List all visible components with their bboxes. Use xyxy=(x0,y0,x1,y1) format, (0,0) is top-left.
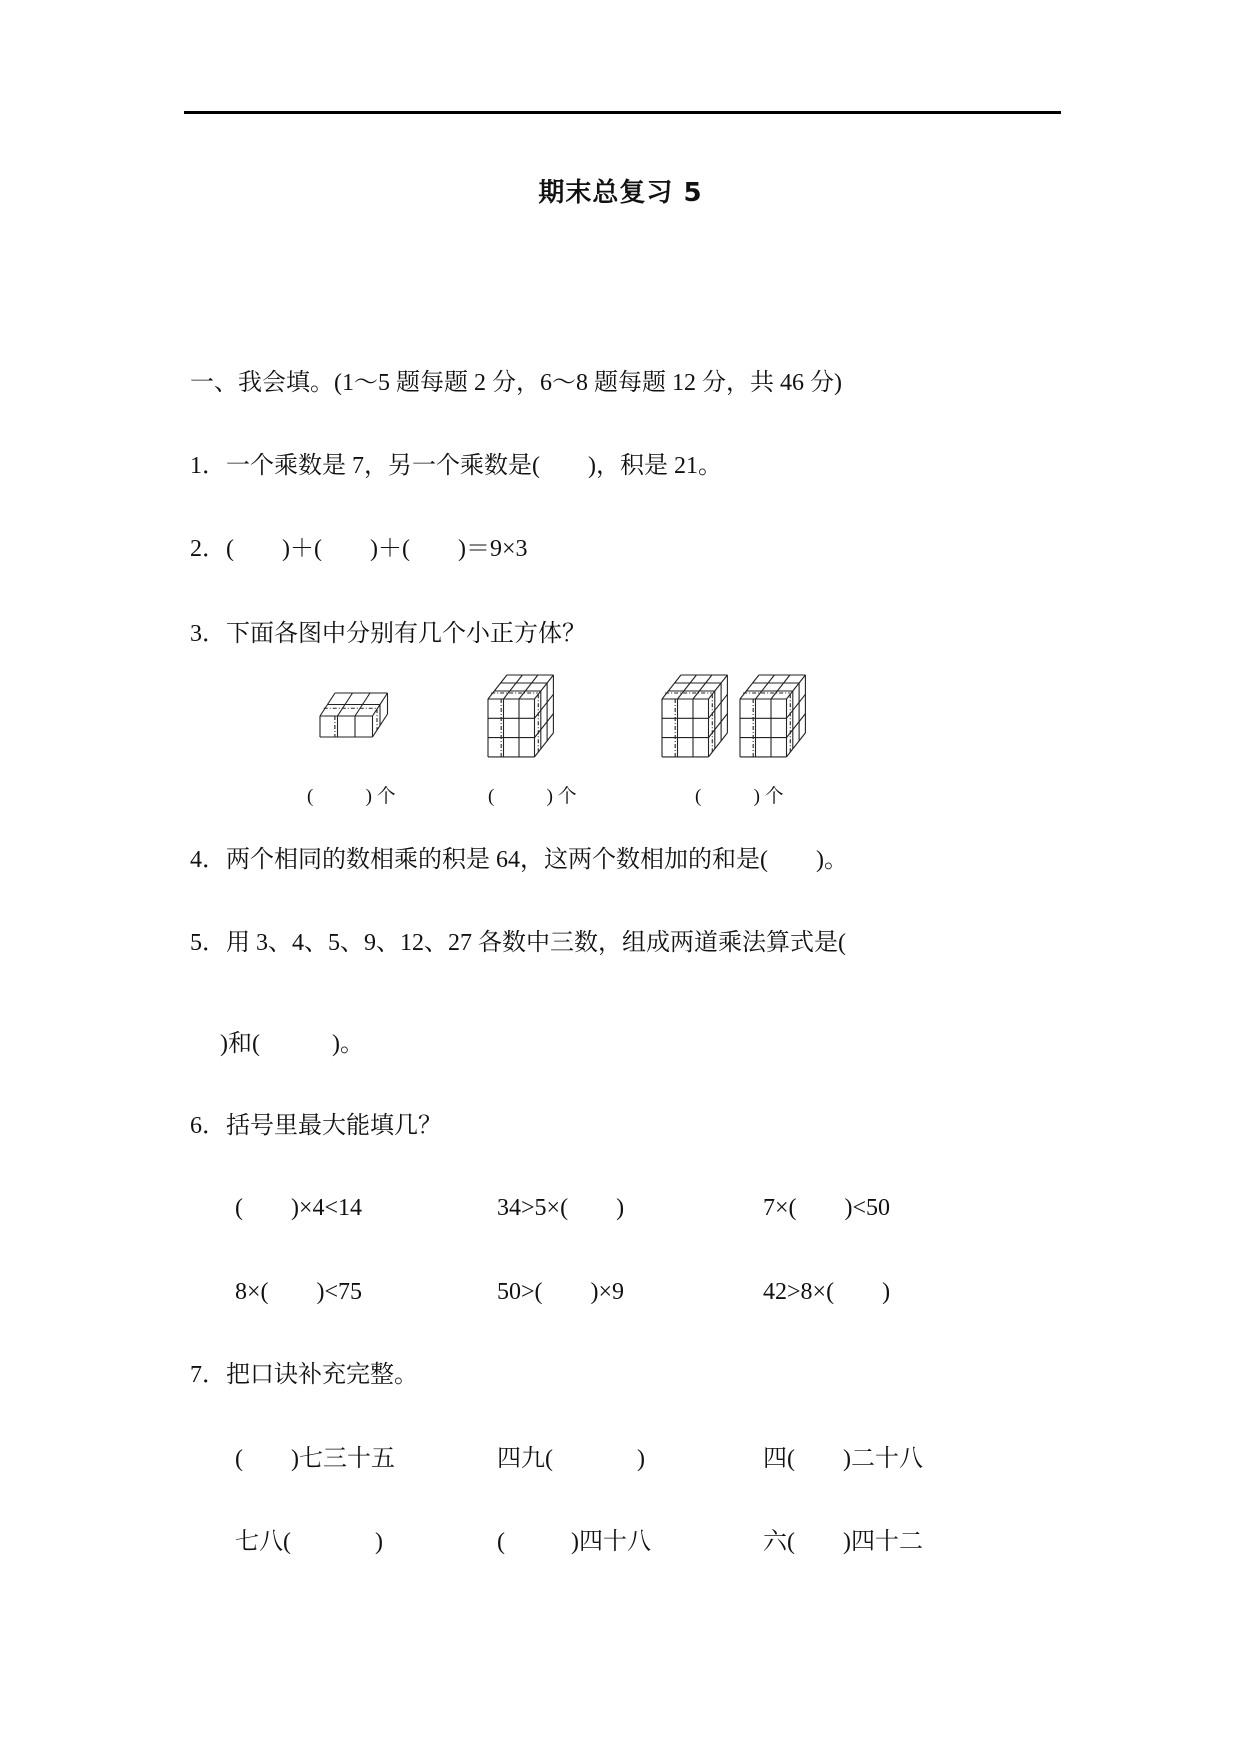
figure-2-answer: ( ) 个 xyxy=(488,786,577,807)
cube-edge xyxy=(787,714,806,738)
cube-edge xyxy=(740,675,759,699)
q7-item: 四九( ) xyxy=(497,1446,645,1472)
q7-item: ( )四十八 xyxy=(497,1529,651,1555)
question-1: 1．一个乘数是 7，另一个乘数是( )，积是 21。 xyxy=(190,453,722,479)
cube-edge xyxy=(756,675,775,699)
q6-item: ( )×4<14 xyxy=(235,1195,363,1221)
question-5-line1: 5．用 3、4、5、9、12、27 各数中三数，组成两道乘法算式是( xyxy=(190,930,846,956)
cube-edge xyxy=(709,714,728,738)
q6-item: 7×( )<50 xyxy=(763,1195,891,1221)
cube-edge xyxy=(504,675,523,699)
cube-edge xyxy=(678,675,697,699)
q6-item: 8×( )<75 xyxy=(235,1279,363,1305)
cube-edge xyxy=(787,694,806,718)
cube-edge xyxy=(519,675,538,699)
cube-edge xyxy=(693,675,712,699)
question-6: 6．括号里最大能填几？ xyxy=(190,1113,442,1139)
cube-edge xyxy=(787,733,806,757)
cube-edge xyxy=(488,675,507,699)
cube-edge xyxy=(771,675,790,699)
q6-item: 50>( )×9 xyxy=(497,1279,625,1305)
question-5-line2: )和( )。 xyxy=(220,1031,364,1057)
cube-edge xyxy=(662,675,681,699)
cube-edge xyxy=(535,675,554,699)
cube-figure-3b xyxy=(740,675,805,757)
question-4: 4．两个相同的数相乘的积是 64，这两个数相加的和是( )。 xyxy=(190,847,848,873)
question-7: 7．把口诀补充完整。 xyxy=(190,1362,418,1388)
cube-edge xyxy=(709,675,728,699)
cube-edge xyxy=(787,675,806,699)
cube-edge xyxy=(535,733,554,757)
cube-figure-3a xyxy=(662,675,727,757)
figure-3-answer: ( ) 个 xyxy=(695,786,784,807)
q6-item: 34>5×( ) xyxy=(497,1195,625,1221)
q7-item: 四( )二十八 xyxy=(763,1446,923,1472)
q7-item: ( )七三十五 xyxy=(235,1446,395,1472)
cube-edge xyxy=(535,694,554,718)
question-3: 3．下面各图中分别有几个小正方体？ xyxy=(190,621,586,647)
cube-edge xyxy=(535,714,554,738)
cube-edge xyxy=(709,733,728,757)
cube-edge xyxy=(709,694,728,718)
q7-item: 七八( ) xyxy=(235,1529,383,1555)
cube-figure-2 xyxy=(488,675,553,757)
section-heading: 一、我会填。(1～5 题每题 2 分，6～8 题每题 12 分，共 46 分) xyxy=(190,370,842,396)
figure-1-answer: ( ) 个 xyxy=(307,786,396,807)
page-title: 期末总复习 5 xyxy=(538,178,703,208)
question-2: 2．( )＋( )＋( )＝9×3 xyxy=(190,536,528,562)
cube-figure-1 xyxy=(320,693,388,737)
q7-item: 六( )四十二 xyxy=(763,1529,923,1555)
q6-item: 42>8×( ) xyxy=(763,1279,891,1305)
